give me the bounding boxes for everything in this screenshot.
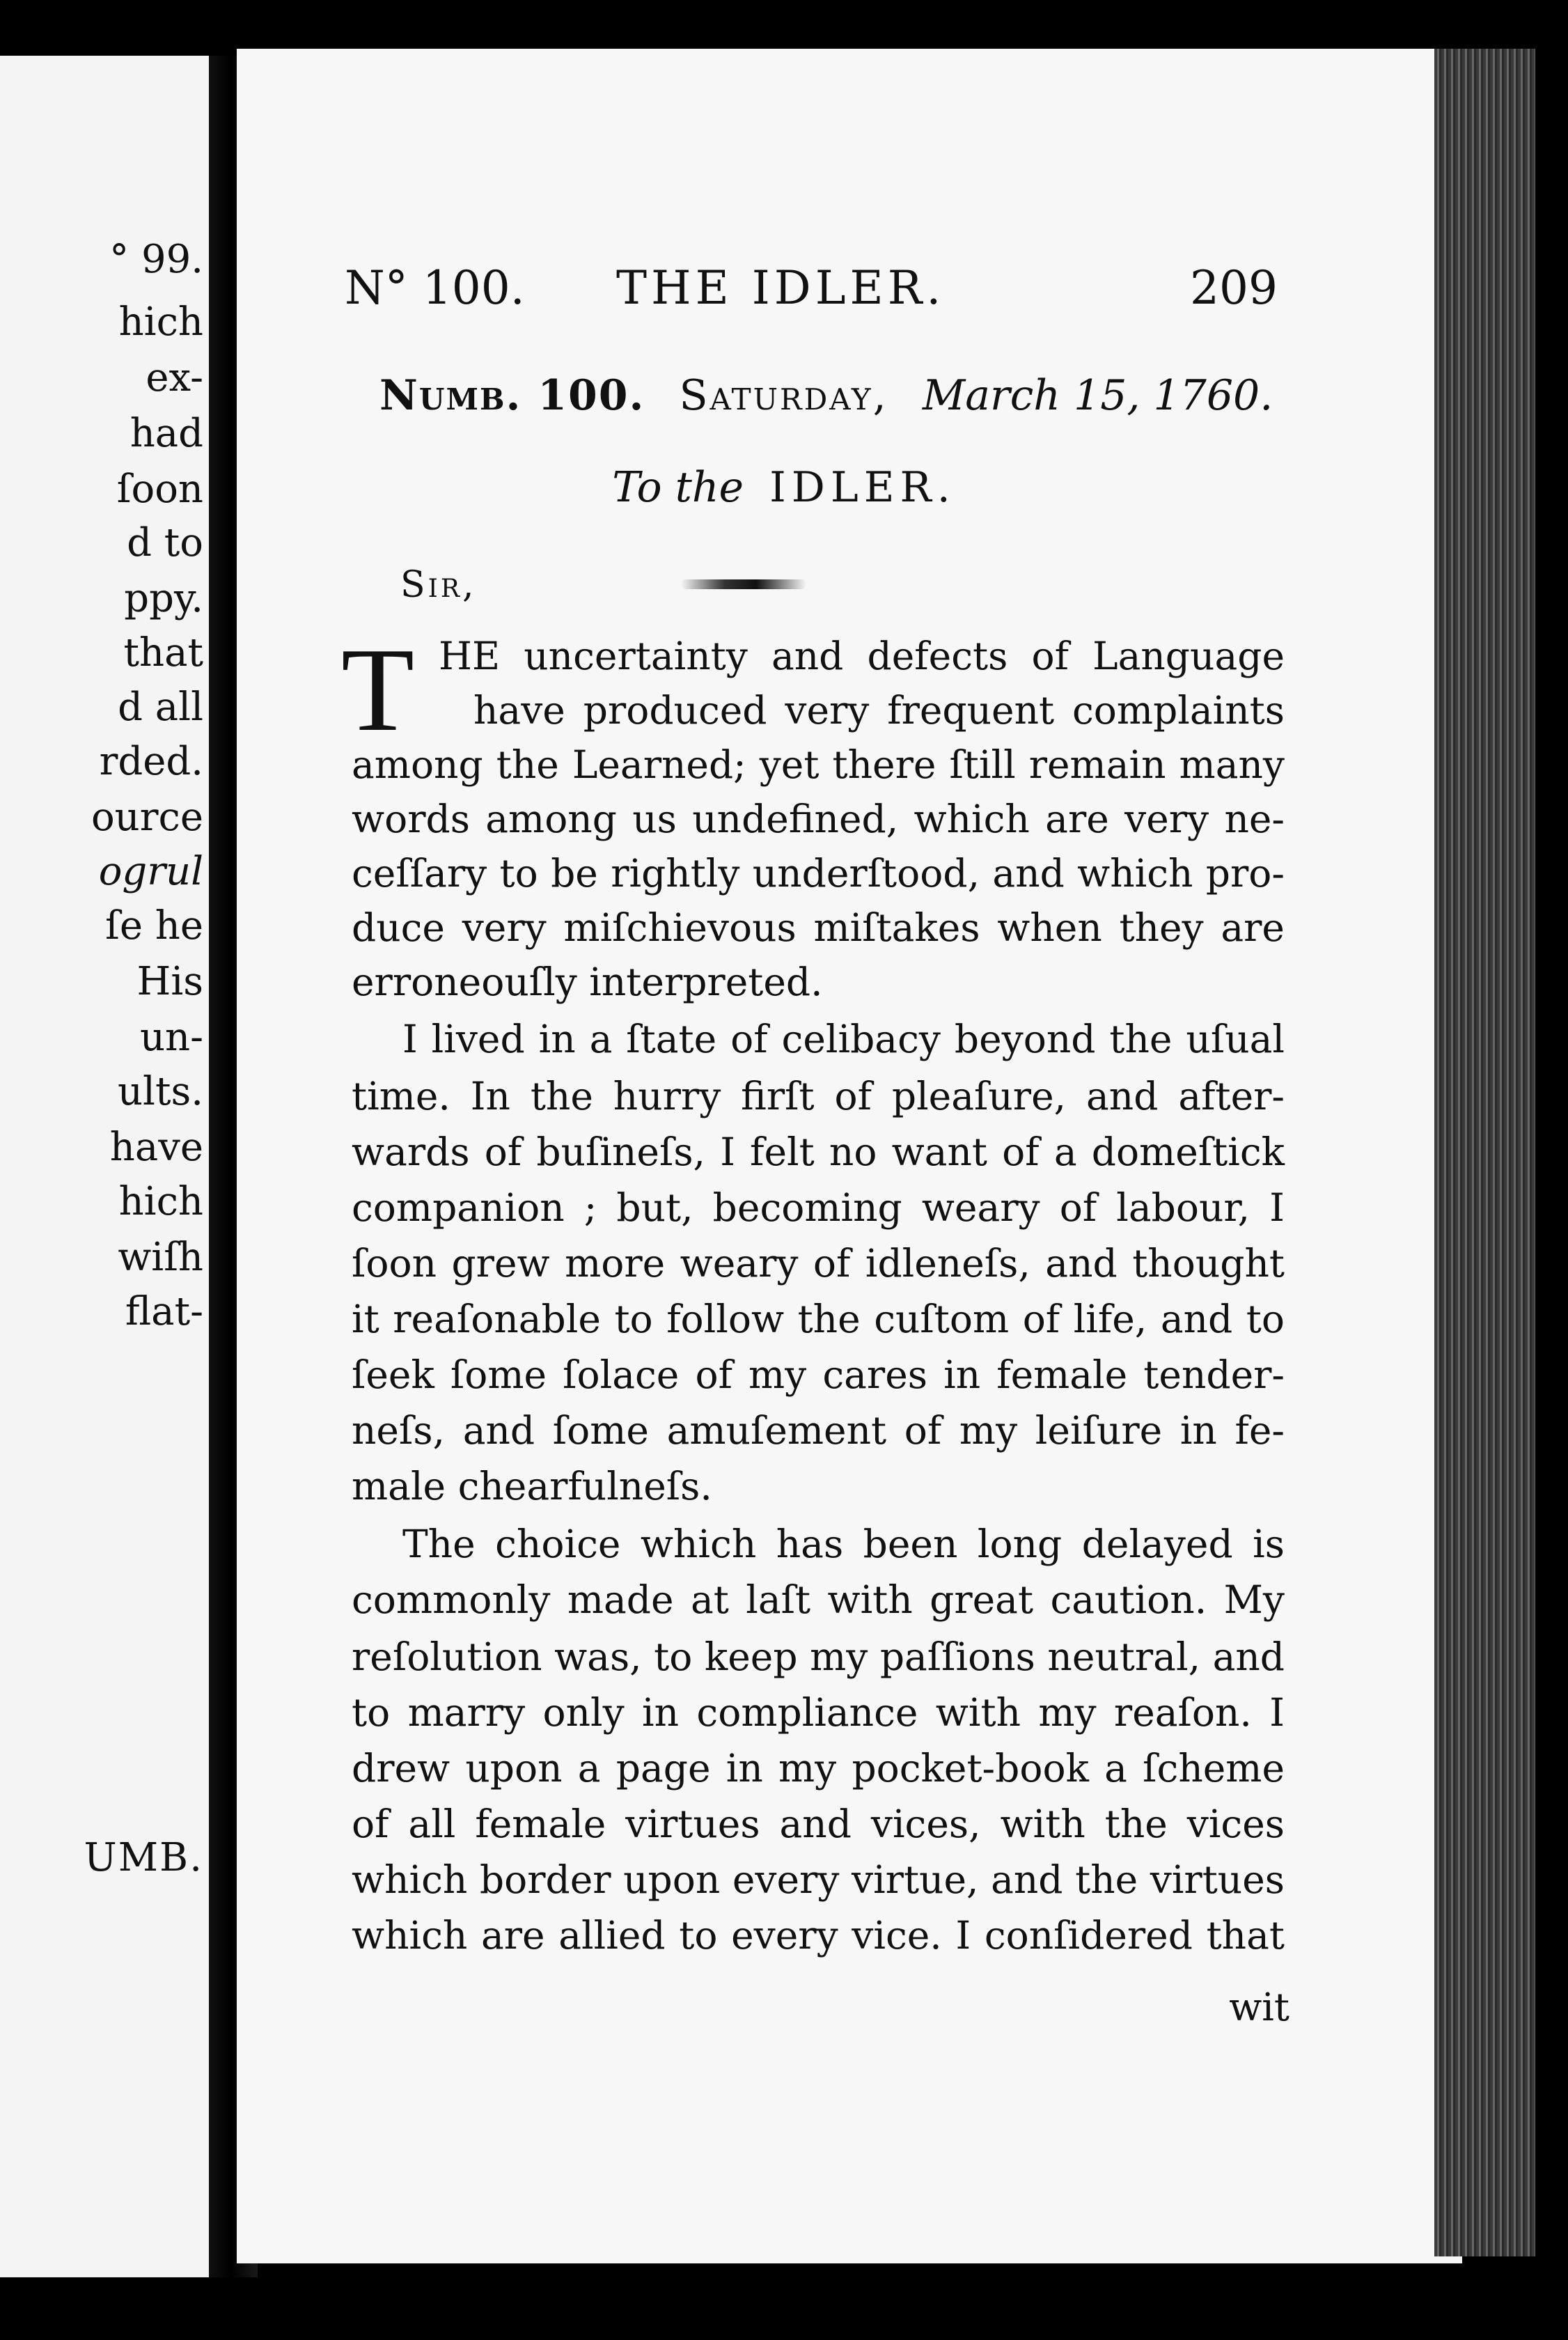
text-line: reſolution was, to keep my paſſions neutral, and [352,1635,1285,1679]
text-line: The choice which has been long delayed is [402,1522,1285,1566]
facing-line: hich [118,1179,203,1224]
facing-catchword: UMB. [84,1835,203,1880]
issue-day: Saturday, [679,371,888,420]
facing-line: ſoon [116,467,203,512]
facing-line: d to [127,520,203,566]
address-to: To the [612,463,744,512]
text-line: which are allied to every vice. I conſidered that [352,1913,1285,1958]
text-line: ceſſary to be rightly underſtood, and which pro- [352,851,1285,896]
text-line: have produced very frequent complaints [473,688,1285,733]
text-line: ſoon grew more weary of idleneſs, and thought [352,1241,1285,1286]
text-line: HE uncertainty and defects of Language [439,634,1285,678]
text-line: drew upon a page in my pocket-book a ſcheme [352,1746,1285,1791]
text-line: which border upon every virtue, and the virtues [352,1857,1285,1902]
facing-line: un- [139,1015,203,1060]
facing-line: ogrul [98,849,203,894]
text-line: ſeek ſome ſolace of my cares in female tender- [352,1352,1285,1397]
facing-line: ex- [146,355,203,400]
salutation: Sir, [400,564,477,606]
address-line [0,463,1568,512]
facing-line: flat- [125,1289,203,1334]
drop-cap: T [341,624,415,756]
page-edges [1434,49,1535,2256]
facing-line: ppy. [124,576,203,621]
facing-line: ults. [117,1069,203,1114]
issue-numb: Numb. 100. [379,371,645,420]
facing-line: ° 99. [109,237,203,282]
facing-line: d all [118,685,203,730]
facing-line: rded. [99,739,203,784]
issue-number: N° 100. [345,261,525,315]
facing-line: wiſh [118,1235,203,1280]
facing-page-fragment [0,56,209,2277]
facing-line: ſe he [105,903,203,949]
text-line: time. In the hurry firſt of pleaſure, and after- [352,1074,1285,1118]
text-line: I lived in a ſtate of celibacy beyond the uſual [402,1017,1285,1061]
catchword: wit [1229,1985,1289,2029]
facing-line: that [123,630,203,676]
text-line: it reaſonable to follow the cuſtom of life, and to [352,1297,1285,1341]
text-line: words among us undefined, which are very ne- [352,797,1285,841]
text-line: companion ; but, becoming weary of labour, I [352,1185,1285,1230]
text-line: commonly made at laſt with great caution. My [352,1577,1285,1622]
address-name: IDLER. [769,463,956,512]
text-line: among the Learned; yet there ſtill remain many [352,742,1285,787]
facing-line: hich [118,299,203,345]
text-line: wards of buſineſs, I felt no want of a domeſtick [352,1130,1285,1174]
page-number: 209 [1190,261,1278,315]
ornament [681,579,806,589]
facing-line: ource [91,795,203,840]
text-line: to marry only in compliance with my reaſon. I [352,1690,1285,1735]
facing-line: had [130,411,203,456]
text-line: of all female virtues and vices, with the vices [352,1802,1285,1846]
facing-line: His [136,959,203,1004]
issue-date: March 15, 1760. [922,371,1273,420]
facing-line: have [109,1125,203,1170]
running-head [345,261,1278,317]
text-line: duce very miſchievous miſtakes when they are [352,905,1285,950]
text-line: neſs, and ſome amuſement of my leiſure in fe- [352,1408,1285,1453]
text-line: erroneouſly interpreted. [352,960,823,1004]
issue-heading [379,371,1273,420]
text-line: male chearfulneſs. [352,1464,712,1508]
running-title: THE IDLER. [616,261,946,315]
